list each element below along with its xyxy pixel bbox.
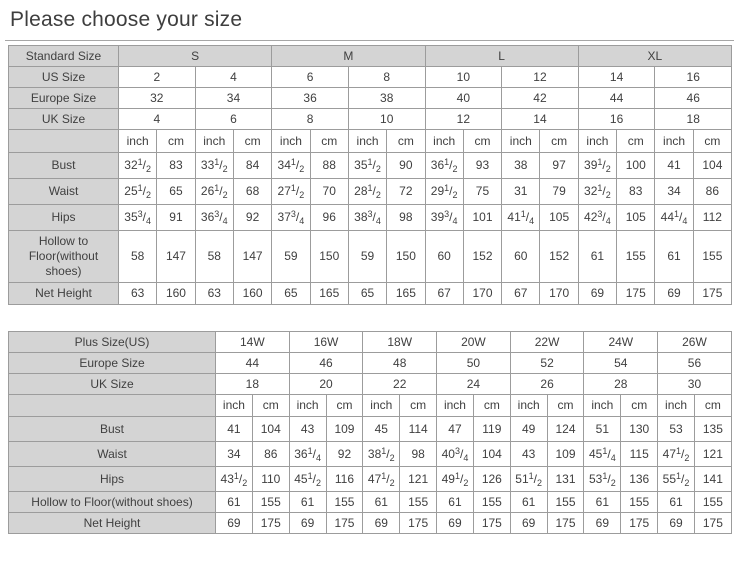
measurement-cell: 41 [216,417,253,442]
measurement-cell: 61 [216,492,253,513]
row-label: Europe Size [9,353,216,374]
measurement-cell: 98 [387,205,425,231]
page-title: Please choose your size [10,8,243,31]
row-label: US Size [9,67,119,88]
measurement-cell: 121 [694,442,731,467]
measurement-cell: 69 [658,513,695,534]
table-row [9,395,732,417]
table-row [9,417,732,442]
size-value-cell: 56 [658,353,732,374]
measurement-cell: 155 [694,492,731,513]
measurement-cell: 79 [540,179,578,205]
size-value-cell: 50 [437,353,511,374]
measurement-cell: 150 [387,231,425,283]
measurement-cell: 58 [195,231,233,283]
table-row [9,130,732,153]
size-group-header: XL [578,46,731,67]
unit-header-cell: cm [540,130,578,153]
measurement-cell: 92 [233,205,271,231]
row-label: Hollow to Floor(without shoes) [9,231,119,283]
measurement-cell: 150 [310,231,348,283]
measurement-cell: 38 [502,153,540,179]
measurement-cell: 34 [216,442,253,467]
measurement-cell: $51^1/_2$ [510,467,547,492]
row-label: Hips [9,467,216,492]
measurement-cell: $36^1/_2$ [425,153,463,179]
table-row [9,179,732,205]
measurement-cell: 60 [425,231,463,283]
table-row [9,231,732,283]
measurement-cell: $26^1/_2$ [195,179,233,205]
unit-header-cell: cm [621,395,658,417]
measurement-cell: 116 [326,467,363,492]
measurement-cell: 49 [510,417,547,442]
measurement-cell: 175 [326,513,363,534]
table-row [9,513,732,534]
size-value-cell: 24W [584,332,658,353]
unit-header-cell: inch [272,130,310,153]
measurement-cell: 130 [621,417,658,442]
unit-header-cell: cm [387,130,425,153]
measurement-cell: 59 [348,231,386,283]
size-value-cell: 14 [502,109,579,130]
size-value-cell: 16 [655,67,732,88]
measurement-cell: 126 [473,467,510,492]
measurement-cell: $41^1/_4$ [502,205,540,231]
size-value-cell: 22 [363,374,437,395]
row-label: Europe Size [9,88,119,109]
measurement-cell: 69 [216,513,253,534]
measurement-cell: 100 [617,153,655,179]
unit-header-cell: cm [693,130,731,153]
measurement-cell: 124 [547,417,584,442]
measurement-cell: 160 [233,283,271,305]
measurement-cell: 104 [693,153,731,179]
row-label: Bust [9,417,216,442]
size-value-cell: 18 [655,109,732,130]
measurement-cell: 61 [578,231,616,283]
measurement-cell: 83 [617,179,655,205]
size-value-cell: 46 [655,88,732,109]
unit-header-cell: inch [437,395,474,417]
unit-header-cell: inch [289,395,326,417]
measurement-cell: $36^3/_4$ [195,205,233,231]
measurement-cell: 63 [195,283,233,305]
measurement-cell: 43 [289,417,326,442]
measurement-cell: 61 [437,492,474,513]
measurement-cell: 104 [252,417,289,442]
size-value-cell: 4 [119,109,196,130]
size-value-cell: 28 [584,374,658,395]
measurement-cell: 69 [510,513,547,534]
measurement-cell: 53 [658,417,695,442]
unit-header-cell: inch [510,395,547,417]
measurement-cell: 65 [348,283,386,305]
size-value-cell: 24 [437,374,511,395]
size-value-cell: 8 [348,67,425,88]
measurement-cell: $55^1/_2$ [658,467,695,492]
measurement-cell: 68 [233,179,271,205]
row-label: Waist [9,442,216,467]
measurement-cell: 160 [157,283,195,305]
measurement-cell: $42^3/_4$ [578,205,616,231]
measurement-cell: $32^1/_2$ [119,153,157,179]
row-label [9,395,216,417]
measurement-cell: $49^1/_2$ [437,467,474,492]
title-divider [5,40,734,41]
measurement-cell: $32^1/_2$ [578,179,616,205]
measurement-cell: 97 [540,153,578,179]
size-value-cell: 2 [119,67,196,88]
measurement-cell: 61 [363,492,400,513]
size-value-cell: 38 [348,88,425,109]
measurement-cell: 155 [617,231,655,283]
measurement-cell: 34 [655,179,693,205]
measurement-cell: 104 [473,442,510,467]
table-row [9,467,732,492]
measurement-cell: $27^1/_2$ [272,179,310,205]
measurement-cell: 152 [540,231,578,283]
measurement-cell: 93 [463,153,501,179]
standard-size-table [8,45,732,305]
plus-size-table [8,331,732,534]
measurement-cell: 114 [400,417,437,442]
unit-header-cell: cm [326,395,363,417]
measurement-cell: 175 [252,513,289,534]
size-value-cell: 42 [502,88,579,109]
measurement-cell: 170 [540,283,578,305]
measurement-cell: 91 [157,205,195,231]
measurement-cell: 155 [252,492,289,513]
measurement-cell: $33^1/_2$ [195,153,233,179]
unit-header-cell: inch [216,395,253,417]
row-label: UK Size [9,109,119,130]
table-row [9,46,732,67]
unit-header-cell: inch [655,130,693,153]
measurement-cell: 65 [272,283,310,305]
measurement-cell: 119 [473,417,510,442]
measurement-cell: 96 [310,205,348,231]
size-value-cell: 40 [425,88,502,109]
measurement-cell: 109 [547,442,584,467]
measurement-cell: 155 [400,492,437,513]
measurement-cell: $29^1/_2$ [425,179,463,205]
measurement-cell: 165 [387,283,425,305]
measurement-cell: 155 [473,492,510,513]
measurement-cell: 86 [252,442,289,467]
measurement-cell: 59 [272,231,310,283]
size-group-header: L [425,46,578,67]
measurement-cell: $47^1/_2$ [363,467,400,492]
unit-header-cell: inch [195,130,233,153]
measurement-cell: 61 [655,231,693,283]
measurement-cell: $37^3/_4$ [272,205,310,231]
measurement-cell: 45 [363,417,400,442]
size-value-cell: 52 [510,353,584,374]
size-value-cell: 32 [119,88,196,109]
measurement-cell: 165 [310,283,348,305]
measurement-cell: 69 [289,513,326,534]
measurement-cell: 63 [119,283,157,305]
unit-header-cell: inch [348,130,386,153]
measurement-cell: $45^1/_4$ [584,442,621,467]
size-value-cell: 46 [289,353,363,374]
measurement-cell: 65 [157,179,195,205]
measurement-cell: 69 [578,283,616,305]
measurement-cell: 60 [502,231,540,283]
measurement-cell: 175 [400,513,437,534]
measurement-cell: 47 [437,417,474,442]
row-label: Net Height [9,513,216,534]
size-value-cell: 16 [578,109,655,130]
unit-header-cell: inch [119,130,157,153]
measurement-cell: 121 [400,467,437,492]
unit-header-cell: cm [400,395,437,417]
size-value-cell: 6 [272,67,349,88]
measurement-cell: 175 [621,513,658,534]
measurement-cell: 175 [693,283,731,305]
unit-header-cell: cm [233,130,271,153]
measurement-cell: 152 [463,231,501,283]
unit-header-cell: cm [463,130,501,153]
measurement-cell: 67 [502,283,540,305]
unit-header-cell: cm [310,130,348,153]
size-value-cell: 18 [216,374,290,395]
measurement-cell: $35^1/_2$ [348,153,386,179]
size-value-cell: 26W [658,332,732,353]
row-label: Hollow to Floor(without shoes) [9,492,216,513]
size-value-cell: 4 [195,67,272,88]
table-row [9,153,732,179]
measurement-cell: 175 [547,513,584,534]
table-row [9,442,732,467]
table-row [9,88,732,109]
measurement-cell: 155 [547,492,584,513]
size-value-cell: 36 [272,88,349,109]
measurement-cell: $39^3/_4$ [425,205,463,231]
size-value-cell: 14 [578,67,655,88]
measurement-cell: $35^3/_4$ [119,205,157,231]
unit-header-cell: inch [425,130,463,153]
measurement-cell: 88 [310,153,348,179]
size-value-cell: 10 [425,67,502,88]
measurement-cell: 155 [326,492,363,513]
measurement-cell: 131 [547,467,584,492]
size-value-cell: 30 [658,374,732,395]
unit-header-cell: inch [584,395,621,417]
table-row [9,332,732,353]
size-value-cell: 12 [502,67,579,88]
measurement-cell: 84 [233,153,271,179]
measurement-cell: 61 [584,492,621,513]
unit-header-cell: cm [547,395,584,417]
size-value-cell: 48 [363,353,437,374]
measurement-cell: $38^1/_2$ [363,442,400,467]
table-row [9,283,732,305]
size-value-cell: 10 [348,109,425,130]
measurement-cell: 109 [326,417,363,442]
measurement-cell: 41 [655,153,693,179]
row-label: Waist [9,179,119,205]
measurement-cell: $34^1/_2$ [272,153,310,179]
unit-header-cell: inch [658,395,695,417]
measurement-cell: 115 [621,442,658,467]
size-value-cell: 22W [510,332,584,353]
unit-header-cell: cm [694,395,731,417]
size-value-cell: 34 [195,88,272,109]
measurement-cell: $36^1/_4$ [289,442,326,467]
measurement-cell: 175 [617,283,655,305]
measurement-cell: 155 [621,492,658,513]
unit-header-cell: cm [617,130,655,153]
measurement-cell: 105 [617,205,655,231]
measurement-cell: 69 [437,513,474,534]
size-value-cell: 18W [363,332,437,353]
measurement-cell: 61 [289,492,326,513]
row-label [9,130,119,153]
measurement-cell: 61 [510,492,547,513]
table-row [9,205,732,231]
measurement-cell: $45^1/_2$ [289,467,326,492]
measurement-cell: 83 [157,153,195,179]
measurement-cell: 135 [694,417,731,442]
measurement-cell: 112 [693,205,731,231]
table-row [9,492,732,513]
unit-header-cell: cm [473,395,510,417]
measurement-cell: 175 [473,513,510,534]
size-value-cell: 12 [425,109,502,130]
unit-header-cell: cm [157,130,195,153]
measurement-cell: 141 [694,467,731,492]
unit-header-cell: inch [578,130,616,153]
size-value-cell: 8 [272,109,349,130]
measurement-cell: 170 [463,283,501,305]
row-label: Plus Size(US) [9,332,216,353]
measurement-cell: 31 [502,179,540,205]
size-value-cell: 6 [195,109,272,130]
size-value-cell: 54 [584,353,658,374]
unit-header-cell: cm [252,395,289,417]
measurement-cell: 75 [463,179,501,205]
unit-header-cell: inch [363,395,400,417]
size-value-cell: 44 [578,88,655,109]
measurement-cell: 147 [233,231,271,283]
measurement-cell: 67 [425,283,463,305]
table-row [9,67,732,88]
size-value-cell: 20W [437,332,511,353]
measurement-cell: $25^1/_2$ [119,179,157,205]
measurement-cell: 69 [363,513,400,534]
measurement-cell: $53^1/_2$ [584,467,621,492]
measurement-cell: 90 [387,153,425,179]
unit-header-cell: inch [502,130,540,153]
table-row [9,109,732,130]
measurement-cell: 58 [119,231,157,283]
measurement-cell: 51 [584,417,621,442]
size-value-cell: 20 [289,374,363,395]
size-group-header: M [272,46,425,67]
measurement-cell: 86 [693,179,731,205]
measurement-cell: 110 [252,467,289,492]
corner-label: Standard Size [9,46,119,67]
measurement-cell: 72 [387,179,425,205]
measurement-cell: $47^1/_2$ [658,442,695,467]
measurement-cell: $43^1/_2$ [216,467,253,492]
measurement-cell: 92 [326,442,363,467]
size-value-cell: 44 [216,353,290,374]
row-label: Bust [9,153,119,179]
size-value-cell: 16W [289,332,363,353]
measurement-cell: 136 [621,467,658,492]
measurement-cell: 61 [658,492,695,513]
measurement-cell: $38^3/_4$ [348,205,386,231]
measurement-cell: 147 [157,231,195,283]
measurement-cell: 175 [694,513,731,534]
measurement-cell: $39^1/_2$ [578,153,616,179]
measurement-cell: $40^3/_4$ [437,442,474,467]
measurement-cell: 69 [655,283,693,305]
row-label: Hips [9,205,119,231]
size-group-header: S [119,46,272,67]
measurement-cell: 98 [400,442,437,467]
table-row [9,353,732,374]
measurement-cell: $28^1/_2$ [348,179,386,205]
measurement-cell: 101 [463,205,501,231]
measurement-cell: $44^1/_4$ [655,205,693,231]
row-label: Net Height [9,283,119,305]
size-value-cell: 26 [510,374,584,395]
measurement-cell: 43 [510,442,547,467]
measurement-cell: 155 [693,231,731,283]
row-label: UK Size [9,374,216,395]
table-row [9,374,732,395]
measurement-cell: 70 [310,179,348,205]
size-value-cell: 14W [216,332,290,353]
measurement-cell: 69 [584,513,621,534]
measurement-cell: 105 [540,205,578,231]
